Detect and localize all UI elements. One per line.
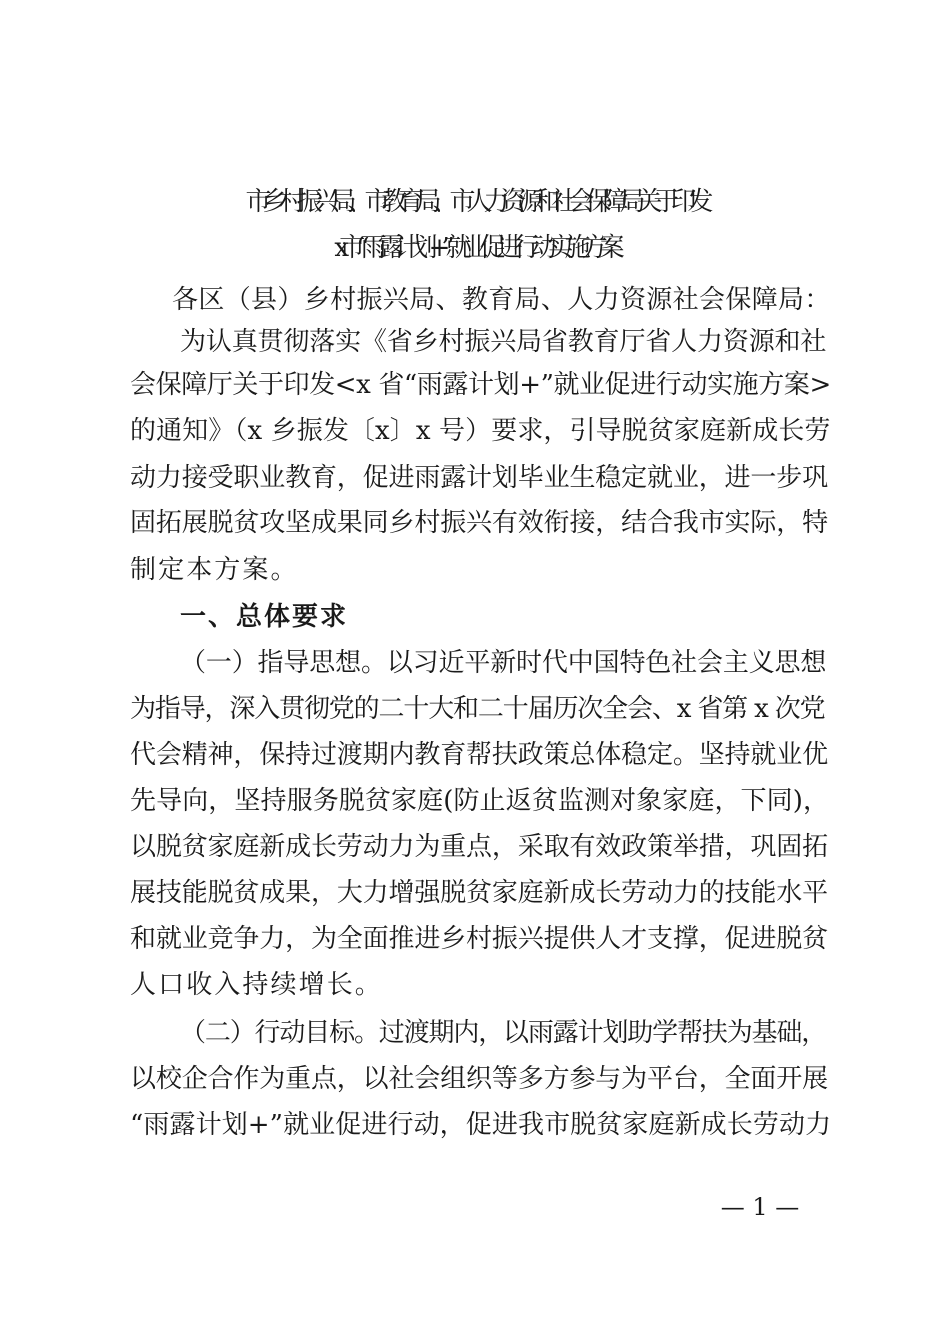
paragraph-line: 代会精神，保持过渡期内教育帮扶政策总体稳定。坚持就业优	[130, 740, 828, 770]
paragraph-line: （一）指导思想。以习近平新时代中国特色社会主义思想	[180, 648, 827, 678]
intro-line: 为认真贯彻落实《省乡村振兴局省教育厅省人力资源和社	[180, 327, 827, 357]
section-heading-overall-requirements: 一、总体要求	[180, 602, 349, 632]
paragraph-line: 以脱贫家庭新成长劳动力为重点，采取有效政策举措，巩固拓	[130, 832, 828, 862]
paragraph-line: 人口收入持续增长。	[130, 970, 383, 1000]
paragraph-line: 以校企合作为重点，以社会组织等多方参与为平台，全面开展	[130, 1064, 828, 1094]
intro-line: 动力接受职业教育，促进雨露计划毕业生稳定就业，进一步巩	[130, 463, 828, 493]
paragraph-line: 展技能脱贫成果，大力增强脱贫家庭新成长劳动力的技能水平	[130, 878, 828, 908]
page-number: — 1 —	[720, 1193, 800, 1221]
document-title-line-1: 市乡村振兴局、市教育局、市人力资源和社会保障局关于印发	[245, 187, 705, 217]
intro-line: 制定本方案。	[130, 555, 299, 585]
paragraph-line: “雨露计划+”就业促进行动，促进我市脱贫家庭新成长劳动力	[130, 1110, 832, 1140]
intro-line: 会保障厅关于印发<x 省“雨露计划+”就业促进行动实施方案>	[130, 370, 831, 400]
intro-line: 的通知》（x 乡振发〔x〕x 号）要求，引导脱贫家庭新成长劳	[130, 416, 831, 446]
paragraph-line: 和就业竞争力，为全面推进乡村振兴提供人才支撑，促进脱贫	[130, 924, 828, 954]
paragraph-line: （二）行动目标。过渡期内，以雨露计划助学帮扶为基础，	[180, 1018, 827, 1048]
document-title-line-2: x 市“雨露计划+”就业促进行动实施方案	[334, 233, 616, 263]
paragraph-line: 先导向，坚持服务脱贫家庭(防止返贫监测对象家庭，下同)，	[130, 786, 830, 816]
intro-line: 固拓展脱贫攻坚成果同乡村振兴有效衔接，结合我市实际，特	[130, 508, 828, 538]
paragraph-line: 为指导，深入贯彻党的二十大和二十届历次全会、x 省第 x 次党	[130, 694, 825, 724]
salutation: 各区（县）乡村振兴局、教育局、人力资源社会保障局：	[172, 285, 831, 315]
